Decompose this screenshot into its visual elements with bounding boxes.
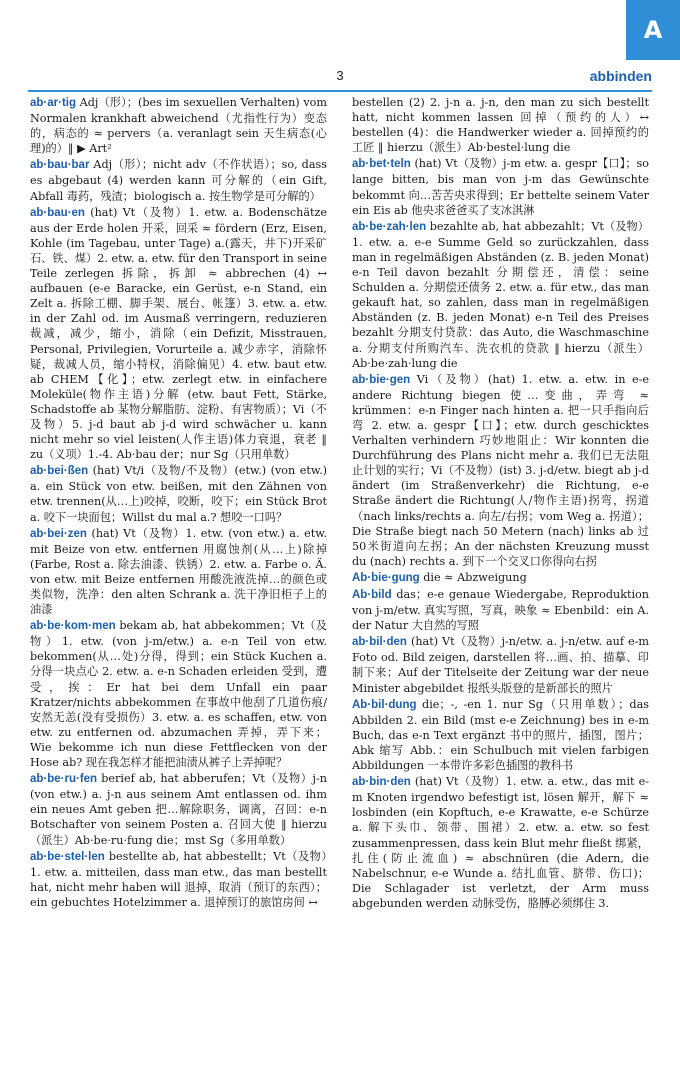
entry-text: die ≈ Abzweigung <box>423 570 527 584</box>
right-column <box>352 95 649 912</box>
entry-text: das；e-e genaue Wiedergabe, Reproduktion von j-m/etw. 真实写照，写真，映象 ≈ Ebenbild：ein A. der Natur 大自然的写照 <box>352 588 649 633</box>
headword: ab·bau·bar <box>30 159 90 172</box>
headword: ab·bie·gen <box>352 373 411 386</box>
dictionary-entry <box>352 219 649 371</box>
dictionary-entry <box>30 157 327 203</box>
entry-text: (hat) Vt（及物）j-n/etw. a. j-n/etw. auf e-m Foto od. Bild zeigen, darstellen 将…画、拍、描摹、印制下来；Auf der Titelseite der Zeitung war der neue Minister abgebildet 报纸头版登的是新部长的照片 <box>352 635 650 695</box>
entry-text: Adj（形）；nicht adv（不作状语）；so, dass es abgebaut (4) werden kann 可分解的（ein Gift, Abfall 毒药，残渣；biologisch a. 按生物学是可分解的） <box>30 158 327 203</box>
page-header <box>28 68 652 92</box>
dictionary-entry <box>30 771 327 847</box>
dictionary-entry <box>30 618 327 770</box>
entry-text: bekam ab, hat abbekommen；Vt（及物）1. etw. (von j-m/etw.) a. e-n Teil von etw. bekommen(从…处)分得，得到；ein Stück Kuchen a. 分得一块点心 2. etw. a. e-n Schaden erleiden 受到，遭受，挨：Er hat bei dem Unfall ein paar Kratzer/nichts abbekommen 在事故中他刮了几道伤痕/安然无恙(没有受损伤）3. etw. a. es schaffen, etw. von etw. zu entfernen od. abzumachen 弄掉，弄下来；Wie bekomme ich nun diese Fettflecken von der Hose ab? 现在我怎样才能把油渍从裤子上弄掉呢？ <box>30 619 327 770</box>
dictionary-entry <box>352 587 649 633</box>
dictionary-entry <box>30 849 327 910</box>
headword: ab·bil·den <box>352 636 407 649</box>
entry-text: bestellte ab, hat abbestellt；Vt（及物）1. etw. a. mitteilen, dass man etw., das man bestellt hat, nicht mehr haben will 退掉，取消（预订的东西）；ein gebuchtes Hotelzimmer a. 退掉预订的旅馆房间 ↔ <box>30 849 327 909</box>
headword: Ab·bie·gung <box>352 571 420 584</box>
headword: Ab·bil·dung <box>352 698 417 711</box>
headword: ab·bei·ßen <box>30 465 89 478</box>
headword: ab·bin·den <box>352 776 411 789</box>
dictionary-entry <box>352 372 649 569</box>
entry-text: bestellen (2) 2. j-n a. j-n, den man zu sich bestellt hatt, nicht kommen lassen 回掉（预约的人）↔ bestellen (4)：die Handwerker wieder a. 回掉预约的工匠 ‖ hierzu（派生）Ab·bestel·lung die <box>352 96 649 155</box>
dictionary-entry <box>352 156 649 217</box>
headword: ab·be·kom·men <box>30 620 116 633</box>
dictionary-entry <box>352 570 649 586</box>
dictionary-entry <box>30 95 327 156</box>
dictionary-entry <box>30 205 327 463</box>
entry-text: bezahlte ab, hat abbezahlt；Vt（及物）1. etw. a. e-e Summe Geld so zurückzahlen, dass man in regelmäßigen Abständen (z. B. jeden Monat) e-n Teil davon bezahlt 分期偿还，清偿：seine Schulden a. 分期偿还债务 2. etw. a. für etw., das man gekauft hat, so zahlen, dass man in regelmäßigen Abständen (z. B. jeden Monat) e-n Teil des Preises bezahlt 分期支付贷款：das Auto, die Waschmaschine a. 分期支付所购汽车、洗衣机的贷款 ‖ hierzu（派生）Ab·be·zah·lung die <box>352 219 649 370</box>
headword: ab·be·zah·len <box>352 220 427 233</box>
entry-text: (hat) Vt（及物）1. etw. a. etw., das mit e-m Knoten irgendwo befestigt ist, lösen 解开，解下 ≈ losbinden (ein Kopftuch, e-e Krawatte, e-e Schürze a. 解下头巾、领带、围裙）2. etw. a. etw. so fest zusammenpressen, dass kein Blut mehr fließt 绑紧，扎住(防止流血) ≈ abschnüren (die Adern, die Nabelschnur, e-e Wunde a. 结扎血管、脐带、伤口)；Die Schlagader ist verletzt, der Arm muss abgebunden werden 动脉受伤，胳膊必须绑住 3. <box>352 775 649 910</box>
dictionary-entry <box>352 634 649 695</box>
dictionary-entry <box>30 463 327 524</box>
headword: ab·be·ru·fen <box>30 773 98 786</box>
entry-text: berief ab, hat abberufen；Vt（及物）j-n (von etw.) a. j-n aus seinem Amt entlassen od. ihm ein neues Amt geben 把…解除职务，调离，召回：e-n Botschafter von seinem Posten a. 召回大使 ‖ hierzu（派生）Ab·be·ru·fung die；mst Sg（多用单数） <box>30 772 327 847</box>
dictionary-entry-continued <box>352 95 649 155</box>
entry-text: (hat) Vt（及物）j-m etw. a. gespr【口】；so lange bitten, bis man von j-m das Gewünschte bekommt 向…苦苦央求得到；Er bettelte seinem Vater ein Eis ab 他央求爸爸买了支冰淇淋 <box>352 157 649 217</box>
dictionary-entry <box>352 697 649 773</box>
dictionary-entry <box>352 774 649 911</box>
entry-text: Adj（形）；(bes im sexuellen Verhalten) vom Normalen krankhaft abweichend（尤指性行为）变态的，病态的 ≈ pervers（a. veranlagt sein 天生病态(心理)的）‖ ▶ Art² <box>30 96 327 156</box>
headword: ab·bau·en <box>30 206 85 219</box>
entry-text: (hat) Vt（及物）1. etw. (von etw.) a. etw. mit Beize von etw. entfernen 用腐蚀剂(从…上)除掉 (Farbe, Rost a. 除去油漆、铁锈）2. etw. a. Farbe o. Ä. von etw. mit Beize entfernen 用酸洗液洗掉…的颜色或类似物，洗净：den alten Schrank a. 洗干净旧柜子上的油漆 <box>30 526 327 617</box>
left-column <box>30 95 327 911</box>
entry-text: Vi（及物）(hat) 1. etw. a. etw. in e-e andere Richtung biegen 使…变曲，弄弯 ≈ krümmen：e-n Finger nach hinten a. 把一只手指向后弯 2. etw. a. gespr【口】；etw. durch geschicktes Verhalten verhindern 巧妙地阻止：Wir konnten die Durchführung des Plans nicht mehr a. 我们已无法阻止计划的实行；Vi（不及物）(ist) 3. j-d/etw. biegt ab j-d ändert (im Straßenverkehr) die Richtung, e-e Straße ändert die Richtung(人/物作主语)拐弯，拐道（nach links/rechts a. 向左/右拐；vom Weg a. 拐道）；Die Straße biegt nach 50 Metern (nach) links ab 过50米街道向左拐；An der nächsten Kreuzung musst du (nach) rechts a. 到下一个交叉口你得向右拐 <box>352 372 649 568</box>
running-head: abbinden <box>589 68 652 84</box>
page-number: 3 <box>336 68 344 83</box>
entry-text: (hat) Vt/i（及物/不及物）(etw.) (von etw.) a. ein Stück von etw. beißen, mit den Zähnen von etw. trennen(从…上)咬掉，咬断，咬下；ein Stück Brot a. 咬下一块面包；Willst du mal a.? 想咬一口吗？ <box>30 464 327 524</box>
entry-text: (hat) Vt（及物）1. etw. a. Bodenschätze aus der Erde holen 开采，回采 ≈ fördern (Erz, Eisen, Kohle (im Tagebau, unter Tage) a.(露天，井下)开采矿石、铁、煤）2. etw. a. etw. für den Transport in seine Teile zerlegen 拆除，拆卸 ≈ abbrechen (4) ↔ aufbauen (e-e Baracke, ein Gerüst, e-n Stand, ein Zelt a. 拆除工棚、脚手架、展台、帐篷）3. etw. a. etw. in der Zahl od. im Ausmaß verringern, reduzieren 裁减，减少，缩小，消除（ein Defizit, Misstrauen, Personal, Privilegien, Vorurteile a. 减少赤字，消除怀疑，裁减人员，缩小特权，消除偏见）4. etw. baut etw. ab CHEM【化】；etw. zerlegt etw. in einfachere Moleküle(物作主语)分解 (etw. baut Fett, Stärke, Schadstoffe ab 某物分解脂肪、淀粉、有害物质）；Vi（不及物）5. j-d baut ab j-d wird schwächer u. kann nicht mehr so viel leisten(人作主语)体力衰退，衰老 ‖ zu（义项）1.-4. Ab·bau der；nur Sg（只用单数） <box>30 205 327 462</box>
thumb-index-tab: A <box>626 0 680 60</box>
headword: ab·bei·zen <box>30 527 87 540</box>
headword: Ab·bild <box>352 589 392 601</box>
dictionary-entry <box>30 526 327 618</box>
entry-text: die；-, -en 1. nur Sg（只用单数）；das Abbilden 2. ein Bild (mst e-e Zeichnung) bes in e-m Buch, das e-n Text ergänzt 书中的照片，插图，图片；Abk 缩写 Abb.：ein Schulbuch mit vielen farbigen Abbildungen 一本带许多彩色插图的教科书 <box>352 697 649 773</box>
headword: ab·bet·teln <box>352 158 411 171</box>
headword: ab·be·stel·len <box>30 850 105 863</box>
headword: ab·ar·tig <box>30 97 76 109</box>
